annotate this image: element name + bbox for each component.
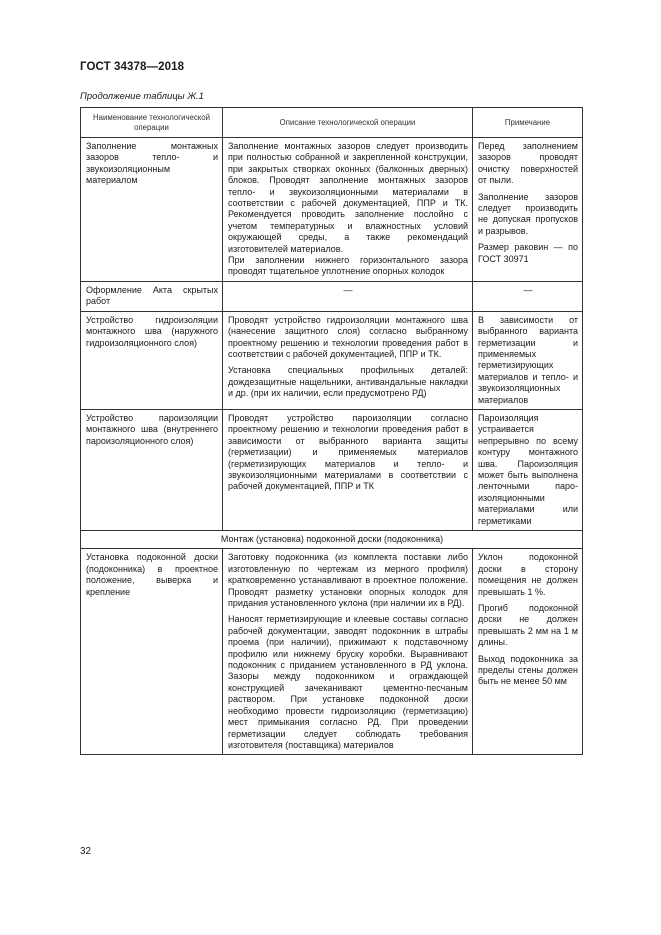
note-paragraph: Заполнение зазоров следует производить не допуская пропусков и разрывов. xyxy=(478,191,578,236)
table-header-row xyxy=(81,108,583,138)
description-paragraph: Заготовку подоконника (из комплекта поставки либо изготовленную по чертежам из мерного профиля) кратковременно устанавливают в проектное положение. Проводят разметку установки опорных колодок для придания установленного уклона (при наличии их в РД). xyxy=(228,552,468,609)
table-row xyxy=(81,409,583,530)
table-row xyxy=(81,138,583,282)
note-paragraph: Выход подоконника за пределы стены должен быть не менее 50 мм xyxy=(478,653,578,687)
note-paragraph: Уклон подоконной доски в сторону помещения не должен превышать 1 %. xyxy=(478,552,578,597)
page-number: 32 xyxy=(80,846,92,857)
cell-operation-description xyxy=(223,549,473,755)
table-caption: Продолжение таблицы Ж.1 xyxy=(80,91,204,102)
column-header-note: Примечание xyxy=(473,108,583,138)
cell-operation-name: Оформление Акта скрытых работ xyxy=(81,281,223,311)
document-header-title: ГОСТ 34378—2018 xyxy=(80,61,185,73)
table-row xyxy=(81,281,583,311)
technology-table xyxy=(80,107,583,755)
cell-note xyxy=(473,138,583,282)
note-paragraph: Прогиб подоконной доски не должен превышать 2 мм на 1 м длины. xyxy=(478,603,578,648)
cell-note: — xyxy=(473,281,583,311)
cell-operation-name: Установка подоконной доски (подоконника) в проектное положение, выверка и крепление xyxy=(81,549,223,755)
cell-operation-description xyxy=(223,409,473,530)
description-paragraph: Заполнение монтажных зазоров следует производить при полностью собранной и закрепленной конструкции, при закрытых створках оконных (балконных дверных) блоков. Проводят заполнение монтажных зазоров тепло- и звукоизоляционными материалами в соответствии с рабочей документацией, ППР и ТК. Рекомендуется проводить заполнение послойно с учетом температурных и влажностных условий окружающей среды, а также рекомендаций изготовителей материалов. xyxy=(228,141,468,254)
cell-operation-name: Заполнение монтажных зазоров тепло- и звукоизоляционным материалом xyxy=(81,138,223,282)
cell-operation-description: — xyxy=(223,281,473,311)
section-title: Монтаж (установка) подоконной доски (подоконника) xyxy=(81,531,583,549)
table-row xyxy=(81,311,583,409)
cell-note xyxy=(473,549,583,755)
note-paragraph: В зависимости от выбранного варианта герметизации и применяемых герметизирующих материалов и тепло- и звукоизоляционных материалов xyxy=(478,314,578,405)
cell-operation-description xyxy=(223,138,473,282)
description-paragraph: При заполнении нижнего горизонтального зазора проводят тщательное уплотнение опорных колодок xyxy=(228,255,468,277)
section-row xyxy=(81,531,583,549)
column-header-name: Наименование технологической операции xyxy=(81,108,223,138)
note-paragraph: Пароизоляция устраивается непрерывно по всему контуру монтажного шва. Пароизоляция может быть выполнена ленточными паро-изоляционными материалами или герметиками xyxy=(478,412,578,526)
note-paragraph: Перед заполнением зазоров проводят очистку поверхностей от пыли. xyxy=(478,141,578,186)
cell-operation-name: Устройство пароизоляции монтажного шва (внутреннего пароизоляционного слоя) xyxy=(81,409,223,530)
cell-operation-name: Устройство гидроизоляции монтажного шва (наружного гидроизоляционного слоя) xyxy=(81,311,223,409)
description-paragraph: Наносят герметизирующие и клеевые составы согласно рабочей документации, заводят подоконник в штрабы проема (при наличии), прижимают к подставочному профилю или нижнему бруску коробки. Выравнивают подоконник с приданием установленного в РД уклона. Зазоры между подоконником и ограждающей конструкцией зачеканивают цементно-песчаным раствором. При установке подоконной доски необходимо провести гидроизоляцию (герметизацию) мест примыкания согласно РД. При проведении герметизации следует соблюдать требования изготовителя (поставщика) материалов xyxy=(228,614,468,750)
description-paragraph: Проводят устройство гидроизоляции монтажного шва (нанесение защитного слоя) согласно выбранному проектному решению и технологии проведения работ в соответствии с рабочей документацией, ППР и ТК. xyxy=(228,314,468,359)
cell-operation-description xyxy=(223,311,473,409)
description-paragraph: Установка специальных профильных деталей: дождезащитные нащельники, антивандальные накладки и др. (при их наличии, если предусмотрено РД) xyxy=(228,365,468,399)
cell-note xyxy=(473,311,583,409)
note-paragraph: Размер раковин — по ГОСТ 30971 xyxy=(478,242,578,264)
cell-note xyxy=(473,409,583,530)
description-paragraph: Проводят устройство пароизоляции согласно проектному решению и технологии проведения работ в зависимости от выбранного варианта защиты (герметизации) и применяемых материалов (герметизирующих материалов и тепло- и звукоизоляционными материалами в соответствии с рабочей документацией, ППР и ТК xyxy=(228,412,468,492)
column-header-description: Описание технологической операции xyxy=(223,108,473,138)
table-row xyxy=(81,549,583,755)
